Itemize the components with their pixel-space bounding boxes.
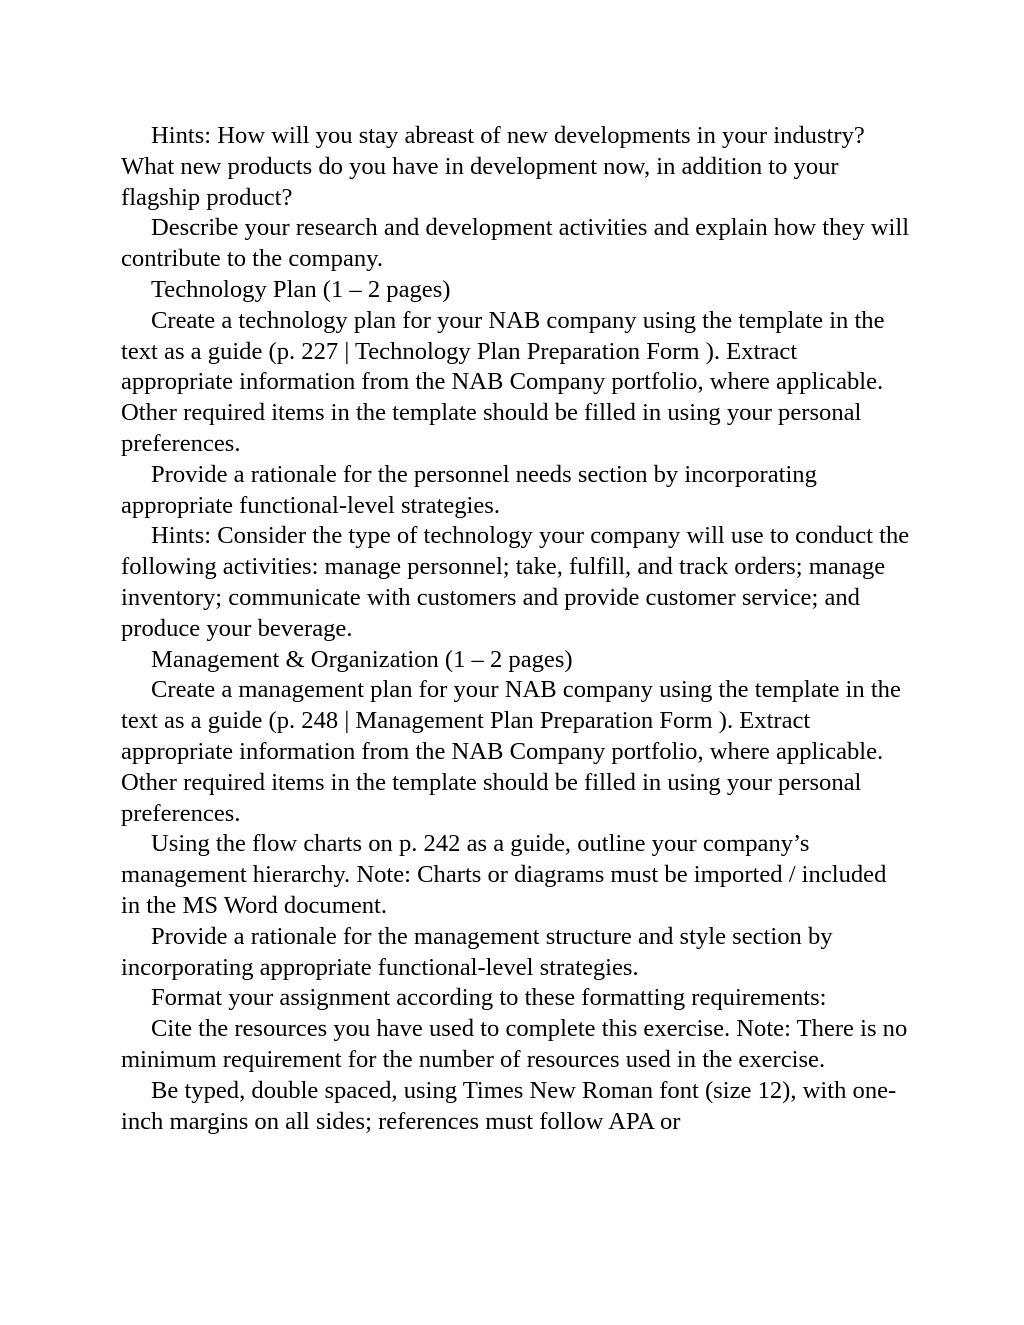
heading-management-organization: Management & Organization (1 – 2 pages) [151,645,573,673]
paragraph-hints-technology: Hints: Consider the type of technology your company will use to conduct the following activities: manage personnel; take, fulfill, and track orders; manage inventory; communicate with customers and provide customer service; and produce your beverage. [121,522,910,642]
paragraph-flow-charts: Using the flow charts on p. 242 as a guide, outline your company’s management hierarchy. Note: Charts or diagrams must be imported / included in the MS Word document. [121,830,887,919]
paragraph-cite-resources: Cite the resources you have used to complete this exercise. Note: There is no minimum requirement for the number of resources used in the exercise. [121,1015,908,1073]
paragraph-management-plan: Create a management plan for your NAB company using the template in the text as a guide (p. 248 | Management Plan Preparation Form ). Extract appropriate information from the NAB Company portfolio, where applicable. Other required items in the template should be filled in using your personal preferences. [121,676,901,827]
paragraph-research-development: Describe your research and development activities and explain how they will contribute to the company. [121,214,910,273]
paragraph-typed-double-spaced: Be typed, double spaced, using Times New Roman font (size 12), with one-inch margins on all sides; references must follow APA or [121,1076,897,1135]
paragraph-hints-developments: Hints: How will you stay abreast of new developments in your industry? What new products do you have in development now, in addition to your flagship product? [121,122,865,211]
paragraph-format-requirements: Format your assignment according to these formatting requirements: [151,984,827,1012]
heading-technology-plan: Technology Plan (1 – 2 pages) [151,275,451,303]
paragraph-personnel-rationale: Provide a rationale for the personnel needs section by incorporating appropriate functional-level strategies. [121,460,817,519]
paragraph-management-rationale: Provide a rationale for the management structure and style section by incorporating appropriate functional-level strategies. [121,922,833,981]
body-text [121,121,911,1137]
paragraph-technology-plan: Create a technology plan for your NAB company using the template in the text as a guide (p. 227 | Technology Plan Preparation Form ). Extract appropriate information from the NAB Company portfolio, where applicable. Other required items in the template should be filled in using your personal preferences. [121,306,885,457]
